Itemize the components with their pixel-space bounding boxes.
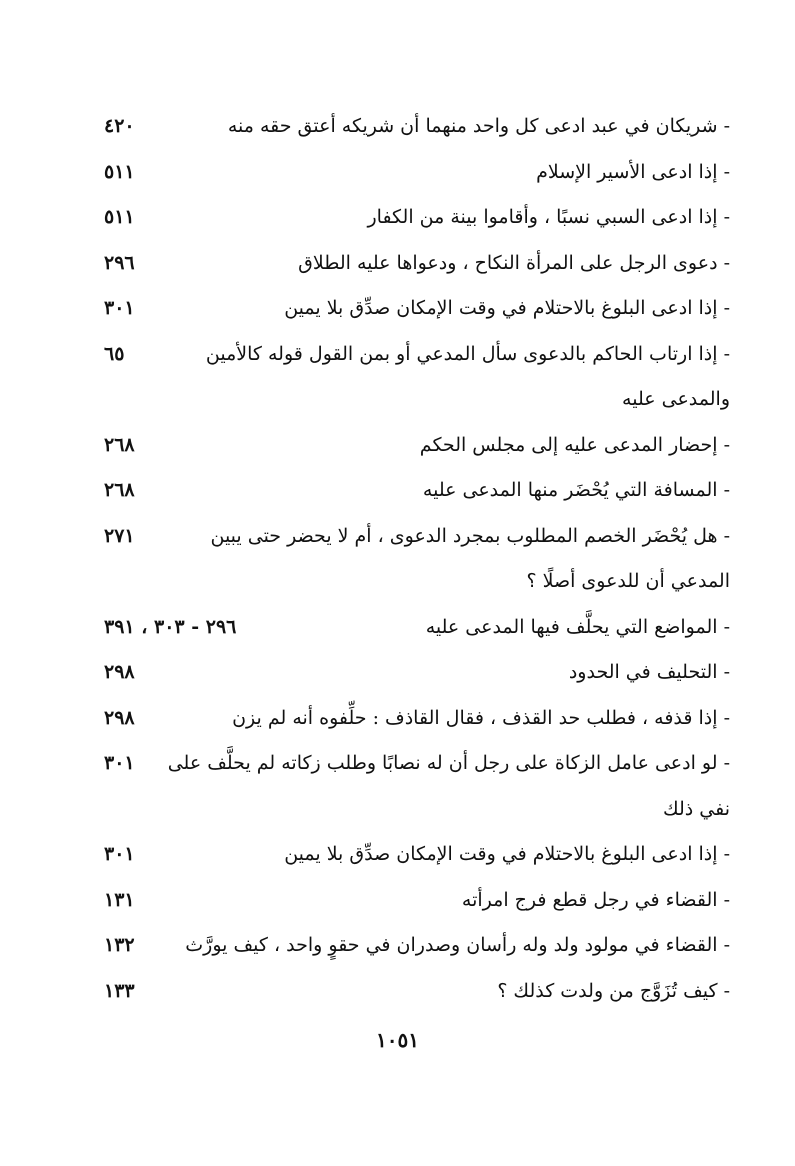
entry-page-ref: ١٣٢ [104, 934, 135, 956]
entry-page-ref: ٢٧١ [104, 524, 135, 547]
entry-text: - المسافة التي يُحْضَر منها المدعى عليه [422, 479, 730, 501]
entry-page-ref: ٣٠١ [104, 843, 135, 865]
index-entry [104, 104, 730, 150]
entry-text: - كيف تُزَوَّج من ولدت كذلك ؟ [497, 979, 730, 1002]
entry-page-ref: ٢٦٨ [104, 433, 135, 456]
index-entry [104, 150, 730, 196]
entry-text: - شريكان في عبد ادعى كل واحد منهما أن شريكه أعتق حقه منه [227, 115, 730, 137]
entry-page-ref: ٢٩٨ [104, 706, 135, 729]
entry-text-continuation: المدعي أن للدعوى أصلًا ؟ [526, 570, 730, 592]
entry-text: - التحليف في الحدود [568, 661, 730, 683]
index-entry [104, 832, 730, 878]
entry-page-ref: ٢٩٦ [104, 251, 135, 274]
entry-text: - القضاء في رجل قطع فرج امرأته [461, 888, 730, 911]
entry-page-ref: ١٣١ [104, 888, 135, 911]
index-entry [104, 514, 730, 605]
entry-text: - إذا ادعى البلوغ بالاحتلام في وقت الإمكان صدِّق بلا يمين [284, 843, 730, 865]
index-entry [104, 286, 730, 332]
entry-page-ref: ٢٦٨ [104, 479, 135, 501]
entry-page-ref: ٢٩٨ [104, 661, 135, 683]
entry-text: - إحضار المدعى عليه إلى مجلس الحكم [419, 433, 730, 456]
entry-page-ref: ٣٠١ [104, 297, 135, 319]
index-entry [104, 878, 730, 924]
index-entry [104, 923, 730, 969]
index-entry [104, 741, 730, 832]
entry-page-ref: ٣٠١ [104, 752, 135, 774]
entry-page-ref: ٢٩٦ - ٣٠٣ ، ٣٩١ [104, 615, 237, 638]
index-list [104, 104, 730, 1014]
entry-text: - دعوى الرجل على المرأة النكاح ، ودعواها عليه الطلاق [298, 251, 730, 274]
entry-page-ref: ٥١١ [104, 206, 135, 228]
index-entry [104, 605, 730, 651]
index-entry [104, 195, 730, 241]
index-entry [104, 423, 730, 469]
entry-text: - إذا ادعى البلوغ بالاحتلام في وقت الإمكان صدِّق بلا يمين [284, 297, 730, 319]
entry-text-continuation: والمدعى عليه [622, 388, 730, 410]
page-number: ١٠٥١ [376, 1028, 419, 1052]
entry-text: - إذا ادعى الأسير الإسلام [536, 160, 730, 183]
index-entry [104, 468, 730, 514]
entry-text: - إذا قذفه ، فطلب حد القذف ، فقال القاذف : حلِّفوه أنه لم يزن [232, 706, 730, 729]
index-entry [104, 241, 730, 287]
entry-text: - لو ادعى عامل الزكاة على رجل أن له نصابًا وطلب زكاته لم يحلَّف على [167, 752, 730, 774]
index-entry [104, 969, 730, 1015]
entry-text: - إذا ارتاب الحاكم بالدعوى سأل المدعي أو بمن القول قوله كالأمين [205, 342, 730, 365]
index-entry [104, 332, 730, 423]
entry-page-ref: ٥١١ [104, 160, 135, 183]
entry-text: - هل يُحْضَر الخصم المطلوب بمجرد الدعوى ، أم لا يحضر حتى يبين [210, 524, 730, 547]
index-entry [104, 650, 730, 696]
index-entry [104, 696, 730, 742]
entry-page-ref: ١٣٣ [104, 979, 135, 1002]
entry-text: - إذا ادعى السبي نسبًا ، وأقاموا بينة من الكفار [367, 206, 730, 228]
entry-page-ref: ٦٥ [104, 342, 125, 365]
entry-text-continuation: نفي ذلك [662, 797, 730, 820]
entry-text: - المواضع التي يحلَّف فيها المدعى عليه [425, 615, 730, 638]
entry-page-ref: ٤٢٠ [104, 115, 135, 137]
entry-text: - القضاء في مولود ولد وله رأسان وصدران في حقوٍ واحد ، كيف يورَّث [185, 934, 730, 956]
